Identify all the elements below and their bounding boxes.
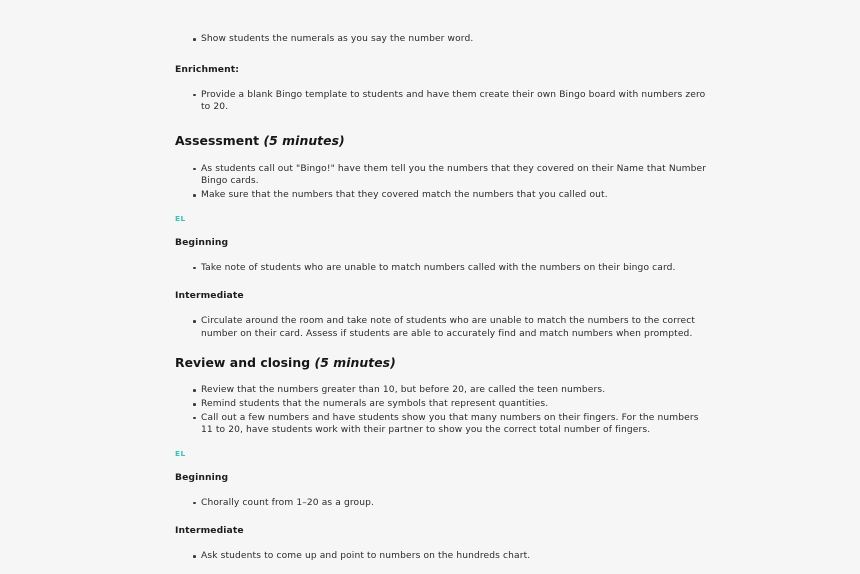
spacer [175,275,710,289]
intro-bullet-list [175,33,710,46]
enrichment-bullet-list [175,89,710,114]
el-label-assessment: EL [175,213,186,223]
list-item: Show students the numerals as you say the number word. [175,33,710,46]
review-bullet-list [175,384,710,436]
list-item: Review that the numbers greater than 10, but before 20, are called the teen numbers. [175,384,710,397]
review-beginning-heading: Beginning [175,471,229,483]
list-item: Provide a blank Bingo template to students and have them create their own Bingo board with numbers zero to 20. [175,89,710,114]
spacer [175,459,710,471]
list-item: Call out a few numbers and have students show you that many numbers on their fingers. For the numbers 11 to 20, have students work with their partner to show you the correct total number of fingers. [175,412,710,437]
list-item: As students call out "Bingo!" have them tell you the numbers that they covered on their Name that Number Bingo cards. [175,163,710,188]
assessment-intermediate-heading: Intermediate [175,290,244,302]
list-item: Chorally count from 1–20 as a group. [175,497,710,510]
assessment-section-heading [175,133,710,149]
assessment-duration: (5 minutes) [263,132,345,148]
review-beginning-bullet-list [175,497,710,510]
list-item: Remind students that the numerals are symbols that represent quantities. [175,398,710,411]
spacer [175,76,710,89]
spacer [175,371,710,384]
review-duration: (5 minutes) [314,355,396,371]
spacer [175,510,710,524]
list-item: Ask students to come up and point to numbers on the hundreds chart. [175,550,710,563]
assessment-bullet-list [175,163,710,202]
el-label-review: EL [175,448,186,458]
spacer [175,149,710,163]
assessment-beginning-heading: Beginning [175,236,229,248]
spacer [175,203,710,214]
spacer [175,341,710,355]
spacer [175,47,710,63]
review-intermediate-bullet-list [175,550,710,563]
assessment-intermediate-bullet-list [175,315,710,340]
spacer [175,438,710,449]
spacer [175,224,710,236]
assessment-title: Assessment [175,132,260,148]
list-item: Make sure that the numbers that they covered match the numbers that you called out. [175,189,710,202]
spacer [175,537,710,550]
review-intermediate-heading: Intermediate [175,525,244,537]
spacer [175,302,710,315]
spacer [175,115,710,133]
enrichment-heading: Enrichment: [175,63,239,75]
review-title: Review and closing [175,355,311,371]
review-section-heading [175,355,710,371]
spacer [175,484,710,497]
list-item: Take note of students who are unable to match numbers called with the numbers on their bingo card. [175,262,710,275]
spacer [175,249,710,262]
assessment-beginning-bullet-list [175,262,710,275]
list-item: Circulate around the room and take note of students who are unable to match the numbers to the correct number on their card. Assess if students are able to accurately find and match numbers when prompted. [175,315,710,340]
